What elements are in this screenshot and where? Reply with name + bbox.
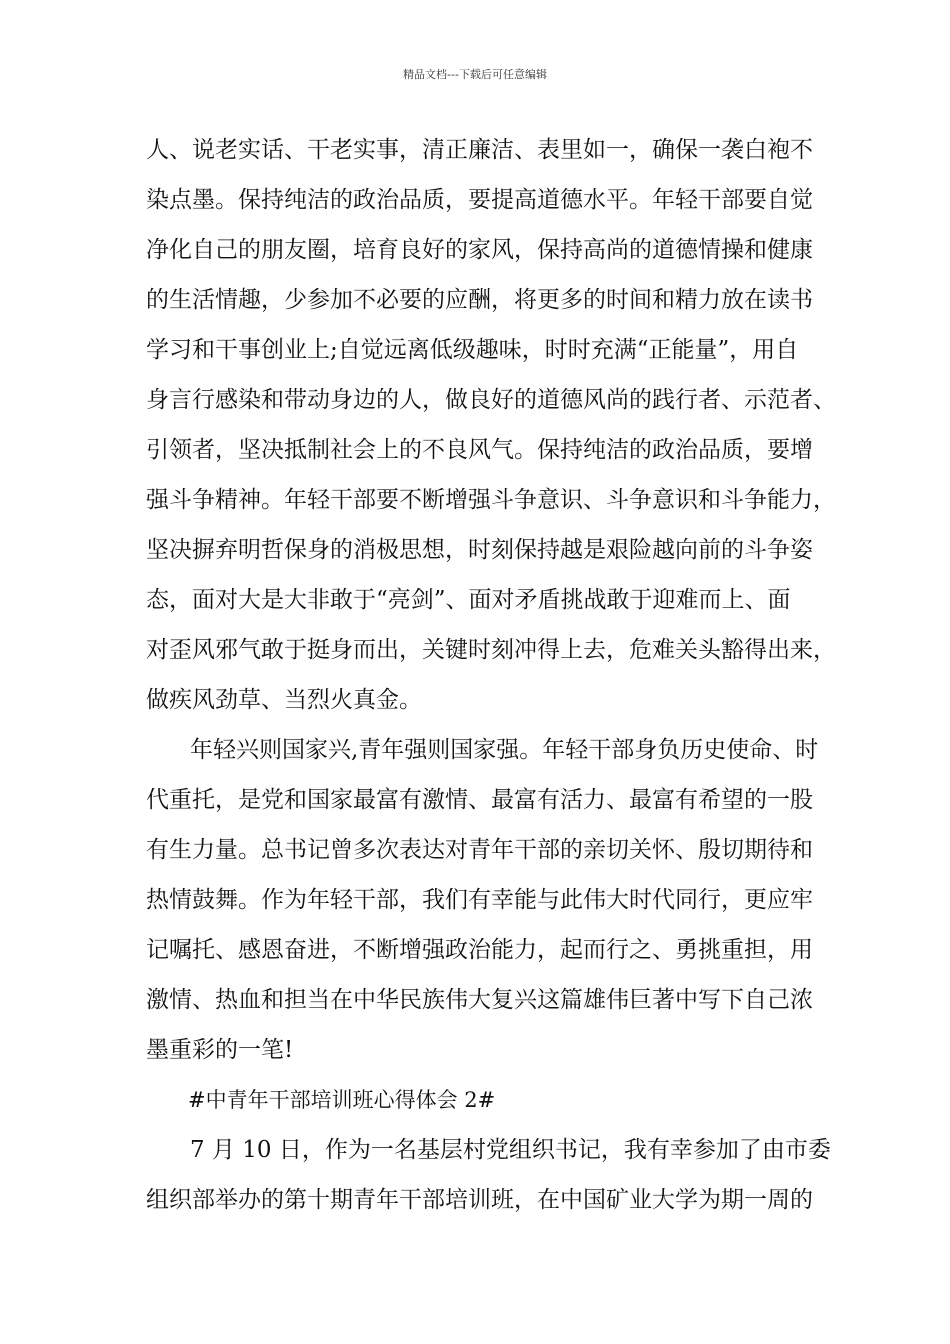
text-line: 人、说老实话、干老实事，清正廉洁、表里如一，确保一袭白袍不 [146, 137, 813, 163]
text-line: 有生力量。总书记曾多次表达对青年干部的亲切关怀、殷切期待和 [146, 837, 813, 863]
document-body [146, 132, 836, 1232]
text-line: 墨重彩的一笔! [146, 1037, 294, 1063]
paragraph-3 [146, 1132, 831, 1232]
text-line: 强斗争精神。年轻干部要不断增强斗争意识、斗争意识和斗争能力， [146, 487, 836, 513]
text-line: 态，面对大是大非敢于“亮剑”、面对矛盾挑战敢于迎难而上、面 [146, 587, 791, 613]
text-line: 热情鼓舞。作为年轻干部，我们有幸能与此伟大时代同行，更应牢 [146, 887, 813, 913]
text-line: 净化自己的朋友圈，培育良好的家风，保持高尚的道德情操和健康 [146, 237, 813, 263]
paragraph-1 [146, 132, 836, 732]
page-header: 精品文档---下载后可任意编辑 [403, 68, 547, 81]
text-line: 组织部举办的第十期青年干部培训班，在中国矿业大学为期一周的 [146, 1187, 813, 1213]
section-heading: #中青年干部培训班心得体会 2# [188, 1088, 496, 1112]
text-line: 坚决摒弃明哲保身的消极思想，时刻保持越是艰险越向前的斗争姿 [146, 537, 813, 563]
paragraph-2 [146, 732, 826, 1082]
text-line: 记嘱托、感恩奋进，不断增强政治能力，起而行之、勇挑重担，用 [146, 937, 813, 963]
text-line: 激情、热血和担当在中华民族伟大复兴这篇雄伟巨著中写下自己浓 [146, 987, 813, 1013]
text-line: 染点墨。保持纯洁的政治品质，要提高道德水平。年轻干部要自觉 [146, 187, 813, 213]
text-line: 的生活情趣，少参加不必要的应酬，将更多的时间和精力放在读书 [146, 287, 813, 313]
text-line: 学习和干事创业上;自觉远离低级趣味，时时充满“正能量”，用自 [146, 337, 799, 363]
text-line: 引领者，坚决抵制社会上的不良风气。保持纯洁的政治品质，要增 [146, 437, 813, 463]
text-line: 做疾风劲草、当烈火真金。 [146, 687, 422, 713]
text-line: 7 月 10 日，作为一名基层村党组织书记，我有幸参加了由市委 [190, 1137, 831, 1163]
text-line: 代重托，是党和国家最富有激情、最富有活力、最富有希望的一股 [146, 787, 813, 813]
text-line: 身言行感染和带动身边的人，做良好的道德风尚的践行者、示范者、 [146, 387, 836, 413]
text-line: 对歪风邪气敢于挺身而出，关键时刻冲得上去，危难关头豁得出来， [146, 637, 836, 663]
text-line: 年轻兴则国家兴,青年强则国家强。年轻干部身负历史使命、时 [190, 737, 819, 763]
